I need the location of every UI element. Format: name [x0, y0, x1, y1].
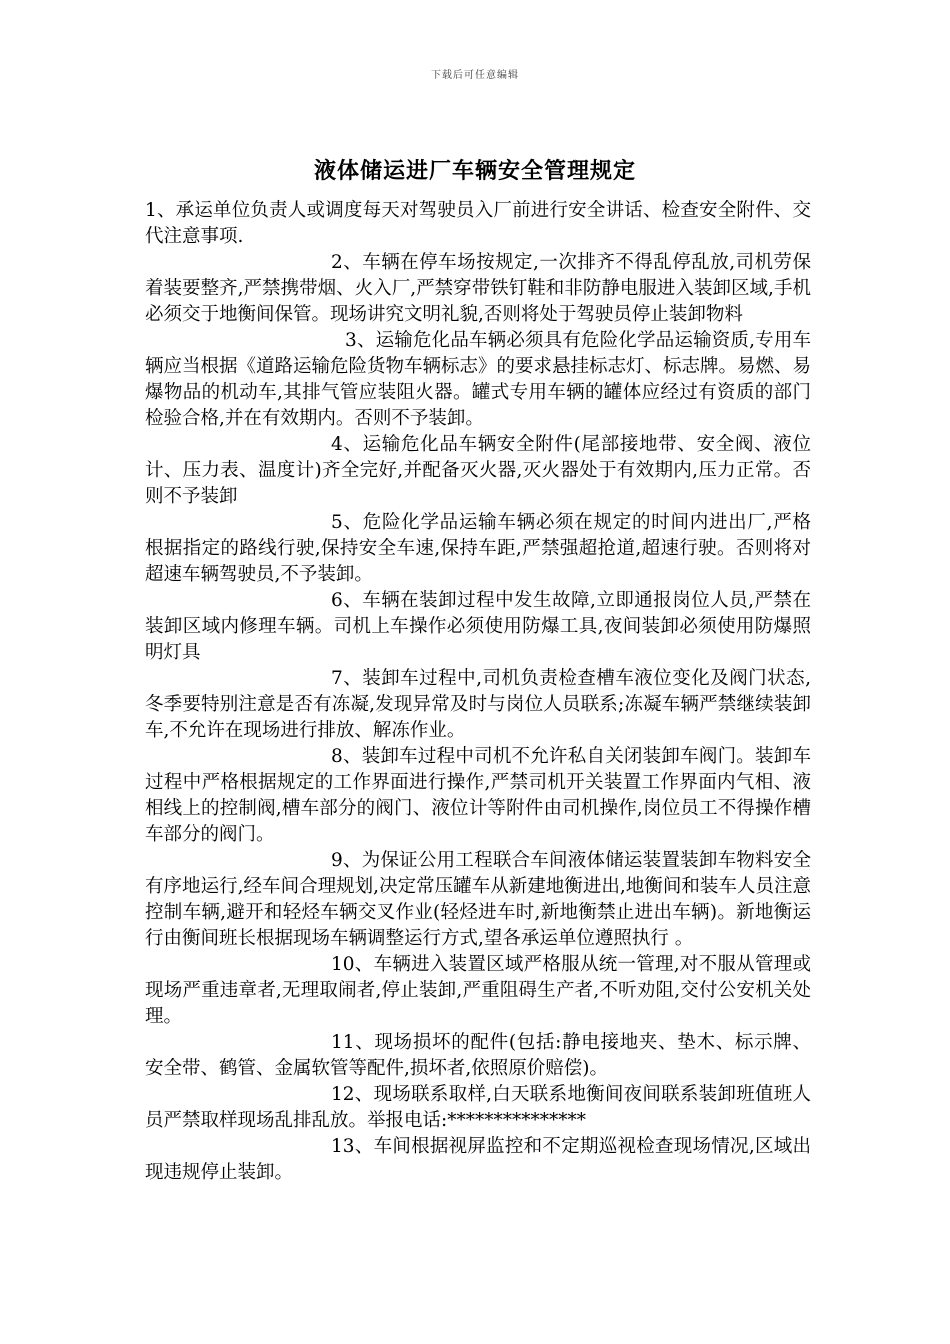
- paragraph-1: 1、承运单位负责人或调度每天对驾驶员入厂前进行安全讲话、检查安全附件、交代注意事项.: [145, 200, 811, 247]
- paragraph-11: 11、现场损坏的配件(包括:静电接地夹、垫木、标示牌、安全带、鹤管、金属软管等配件,损坏者,依照原价赔偿)。: [145, 1032, 811, 1079]
- paragraph-9: 9、为保证公用工程联合车间液体储运装置装卸车物料安全有序地运行,经车间合理规划,决定常压罐车从新建地衡进出,地衡间和装车人员注意控制车辆,避开和轻烃车辆交叉作业(轻烃进车时,新地衡禁止进出车辆)。新地衡运行由衡间班长根据现场车辆调整运行方式,望各承运单位遵照执行 。: [145, 850, 811, 949]
- paragraph-10: 10、车辆进入装置区域严格服从统一管理,对不服从管理或现场严重违章者,无理取闹者,停止装卸,严重阻碍生产者,不听劝阻,交付公安机关处理。: [145, 954, 811, 1027]
- paragraph-6: 6、车辆在装卸过程中发生故障,立即通报岗位人员,严禁在装卸区域内修理车辆。司机上车操作必须使用防爆工具,夜间装卸必须使用防爆照明灯具: [145, 590, 811, 663]
- paragraph-2: 2、车辆在停车场按规定,一次排齐不得乱停乱放,司机劳保着装要整齐,严禁携带烟、火入厂,严禁穿带铁钉鞋和非防静电服进入装卸区域,手机必须交于地衡间保管。现场讲究文明礼貌,否则将处于驾驶员停止装卸物料: [145, 252, 811, 325]
- paragraph-7: 7、装卸车过程中,司机负责检查槽车液位变化及阀门状态,冬季要特别注意是否有冻凝,发现异常及时与岗位人员联系;冻凝车辆严禁继续装卸车,不允许在现场进行排放、解冻作业。: [145, 668, 811, 741]
- paragraph-4: 4、运输危化品车辆安全附件(尾部接地带、安全阀、液位计、压力表、温度计)齐全完好,并配备灭火器,灭火器处于有效期内,压力正常。否则不予装卸: [145, 434, 811, 507]
- document-title: 液体储运进厂车辆安全管理规定: [313, 158, 636, 184]
- header-note: 下载后可任意编辑: [431, 70, 519, 81]
- paragraph-13: 13、车间根据视屏监控和不定期巡视检查现场情况,区域出现违规停止装卸。: [145, 1136, 811, 1183]
- document-body: [145, 198, 811, 1186]
- paragraph-8: 8、装卸车过程中司机不允许私自关闭装卸车阀门。装卸车过程中严格根据规定的工作界面进行操作,严禁司机开关装置工作界面内气相、液相线上的控制阀,槽车部分的阀门、液位计等附件由司机操作,岗位员工不得操作槽车部分的阀门。: [145, 746, 811, 845]
- paragraph-3: 3、运输危化品车辆必须具有危险化学品运输资质,专用车辆应当根据《道路运输危险货物车辆标志》的要求悬挂标志灯、标志牌。易燃、易爆物品的机动车,其排气管应装阻火器。罐式专用车辆的罐体应经过有资质的部门检验合格,并在有效期内。否则不予装卸。: [145, 330, 812, 429]
- paragraph-5: 5、危险化学品运输车辆必须在规定的时间内进出厂,严格根据指定的路线行驶,保持安全车速,保持车距,严禁强超抢道,超速行驶。否则将对超速车辆驾驶员,不予装卸。: [145, 512, 811, 585]
- paragraph-12: 12、现场联系取样,白天联系地衡间夜间联系装卸班值班人员严禁取样现场乱排乱放。举报电话:***************: [145, 1084, 811, 1131]
